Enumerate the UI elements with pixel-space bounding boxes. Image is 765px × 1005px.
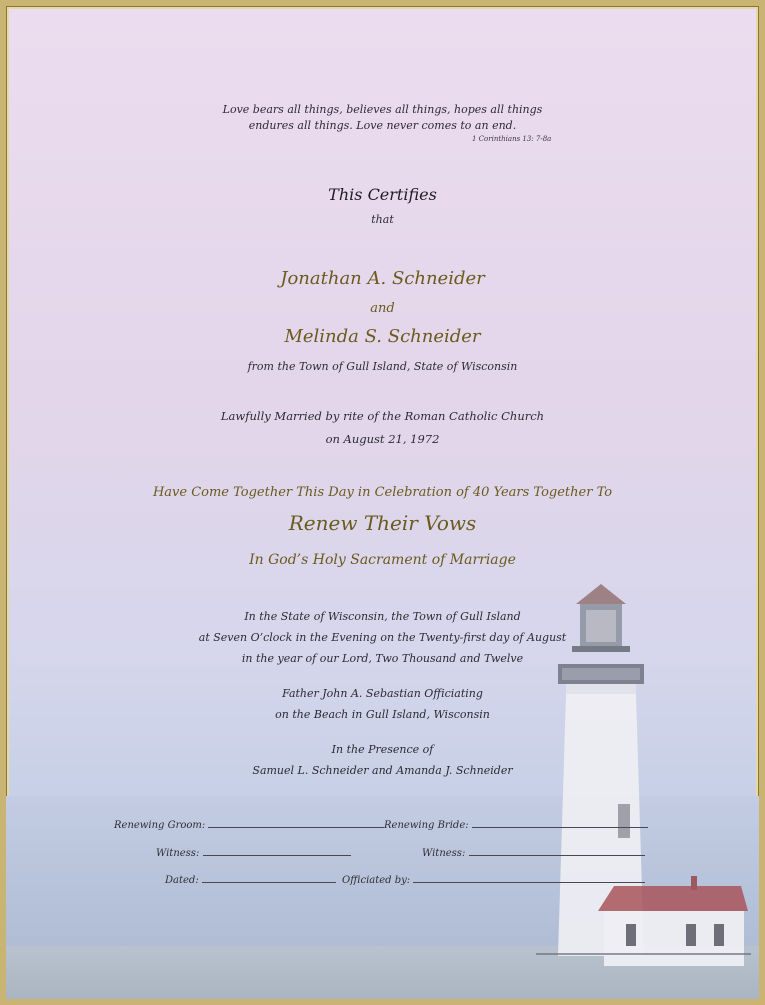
dated-label: Dated: [165,875,199,886]
witness1-line[interactable] [203,846,351,856]
verse-line-1: Love bears all things, believes all things, hopes all things [222,103,543,116]
officiated-by-label: Officiated by: [342,875,411,886]
groom-signature-label: Renewing Groom: [114,820,206,831]
marriage-rite: Lawfully Married by rite of the Roman Catholic Church [220,409,545,423]
witness1-label: Witness: [156,848,200,859]
witness-names: Samuel L. Schneider and Amanda J. Schneider [252,764,513,777]
sacrament-line: In God’s Holy Sacrament of Marriage [249,552,516,568]
and-text: and [370,301,395,316]
celebration-line: Have Come Together This Day in Celebration of 40 Years Together To [152,485,613,500]
officiant-line: Father John A. Sebastian Officiating [282,687,483,700]
groom-signature-line[interactable] [208,818,384,828]
verse-citation: 1 Corinthians 13: 7-8a [472,135,552,143]
witness1-signature-field[interactable] [156,846,351,859]
that-text: that [371,213,394,226]
ceremony-year: in the year of our Lord, Two Thousand and Twelve [241,652,524,665]
witness2-line[interactable] [469,846,645,856]
officiant-place: on the Beach in Gull Island, Wisconsin [275,708,490,721]
certificate-title: This Certifies [328,185,437,204]
bride-name: Melinda S. Schneider [284,326,481,347]
ceremony-location: In the State of Wisconsin, the Town of Gull Island [244,610,521,623]
ceremony-time: at Seven O’clock in the Evening on the Twenty-first day of August [198,631,567,644]
officiated-by-line[interactable] [413,873,645,883]
groom-name: Jonathan A. Schneider [280,268,485,289]
verse-line-2: endures all things. Love never comes to an end. [248,119,517,132]
officiated-by-field[interactable] [342,873,645,886]
bride-signature-field[interactable] [384,818,648,831]
groom-signature-field[interactable] [114,818,384,831]
bride-signature-line[interactable] [472,818,648,828]
witness2-signature-field[interactable] [422,846,645,859]
renew-vows-title: Renew Their Vows [288,511,477,535]
presence-label: In the Presence of [331,743,434,756]
marriage-date: on August 21, 1972 [325,432,440,446]
bride-signature-label: Renewing Bride: [384,820,469,831]
witness2-label: Witness: [422,848,466,859]
dated-line[interactable] [202,873,336,883]
dated-field[interactable] [165,873,336,886]
couple-origin: from the Town of Gull Island, State of Wisconsin [247,360,518,373]
